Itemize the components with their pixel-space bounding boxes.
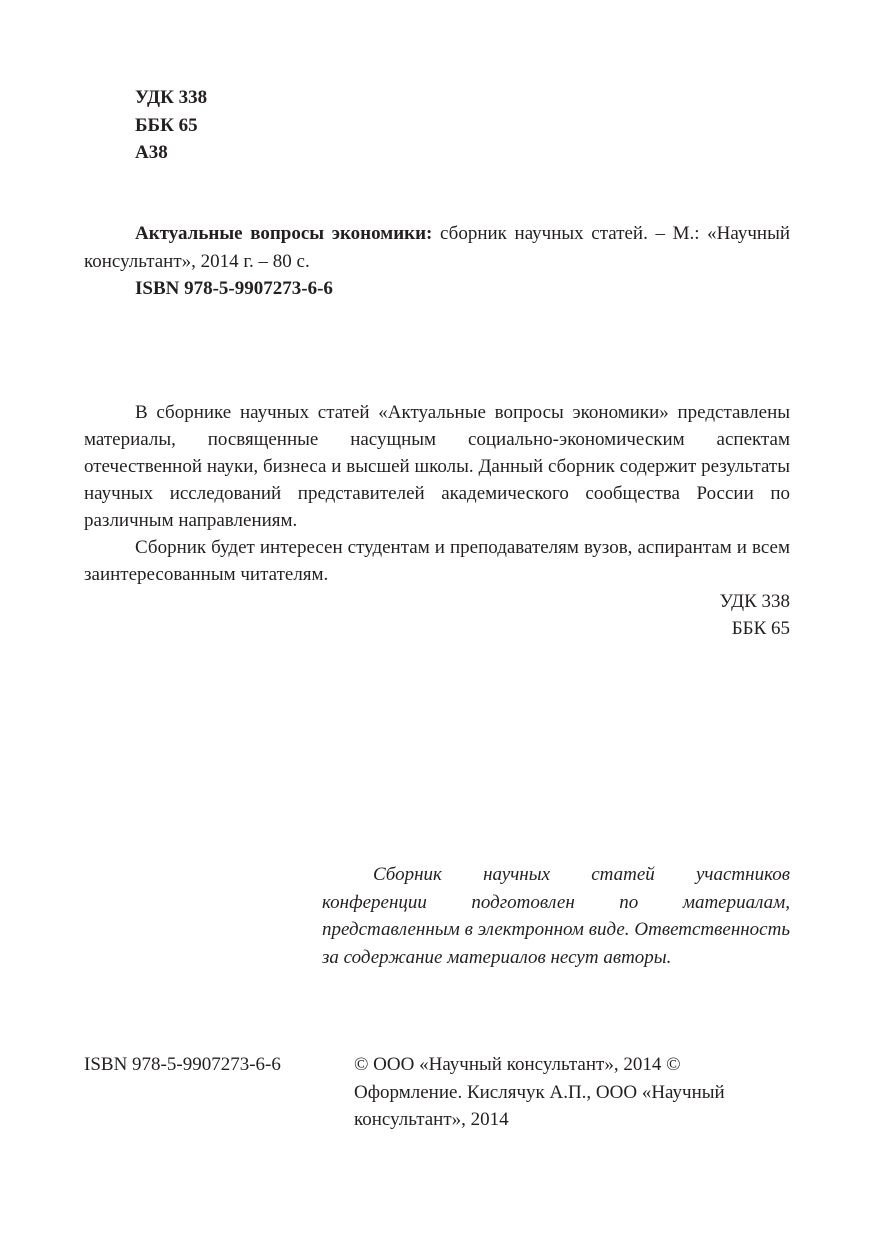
isbn-line: ISBN 978-5-9907273-6-6	[135, 278, 333, 299]
note-text: Сборник научных статей участников конференции подготовлен по материалам, представленным в электронном виде. Ответственность за содержание материалов несут авторы.	[322, 864, 790, 968]
responsibility-note	[322, 861, 790, 971]
bibliographic-record	[84, 220, 790, 303]
footer-isbn: ISBN 978-5-9907273-6-6	[84, 1054, 281, 1075]
bbk-code-right: ББК 65	[731, 618, 790, 639]
copyright-notice: © ООО «Научный консультант», 2014 © Оформление. Кислячук А.П., ООО «Научный консультант», 2014	[354, 1054, 725, 1130]
author-mark: А38	[135, 142, 168, 163]
classification-codes	[135, 84, 207, 167]
udk-code: УДК 338	[135, 87, 208, 108]
publication-details: сборник научных статей. – М.: «Научный консультант», 2014 г. – 80 с.	[84, 223, 791, 272]
bbk-code: ББК 65	[135, 114, 198, 136]
abstract-paragraph-2: Сборник будет интересен студентам и преподавателям вузов, аспирантам и всем заинтересованным читателям.	[84, 537, 790, 585]
abstract-paragraph-1: В сборнике научных статей «Актуальные вопросы экономики» представлены материалы, посвященные насущным социально-экономическим аспектам отечественной науки, бизнеса и высшей школы. Данный сборник содержит результаты научных исследований представителей академического сообщества России по различным направлениям.	[84, 402, 790, 531]
book-title: Актуальные вопросы экономики:	[135, 223, 433, 244]
bibliographic-description	[84, 220, 790, 275]
udk-code-right: УДК 338	[719, 591, 790, 612]
abstract	[84, 399, 790, 642]
